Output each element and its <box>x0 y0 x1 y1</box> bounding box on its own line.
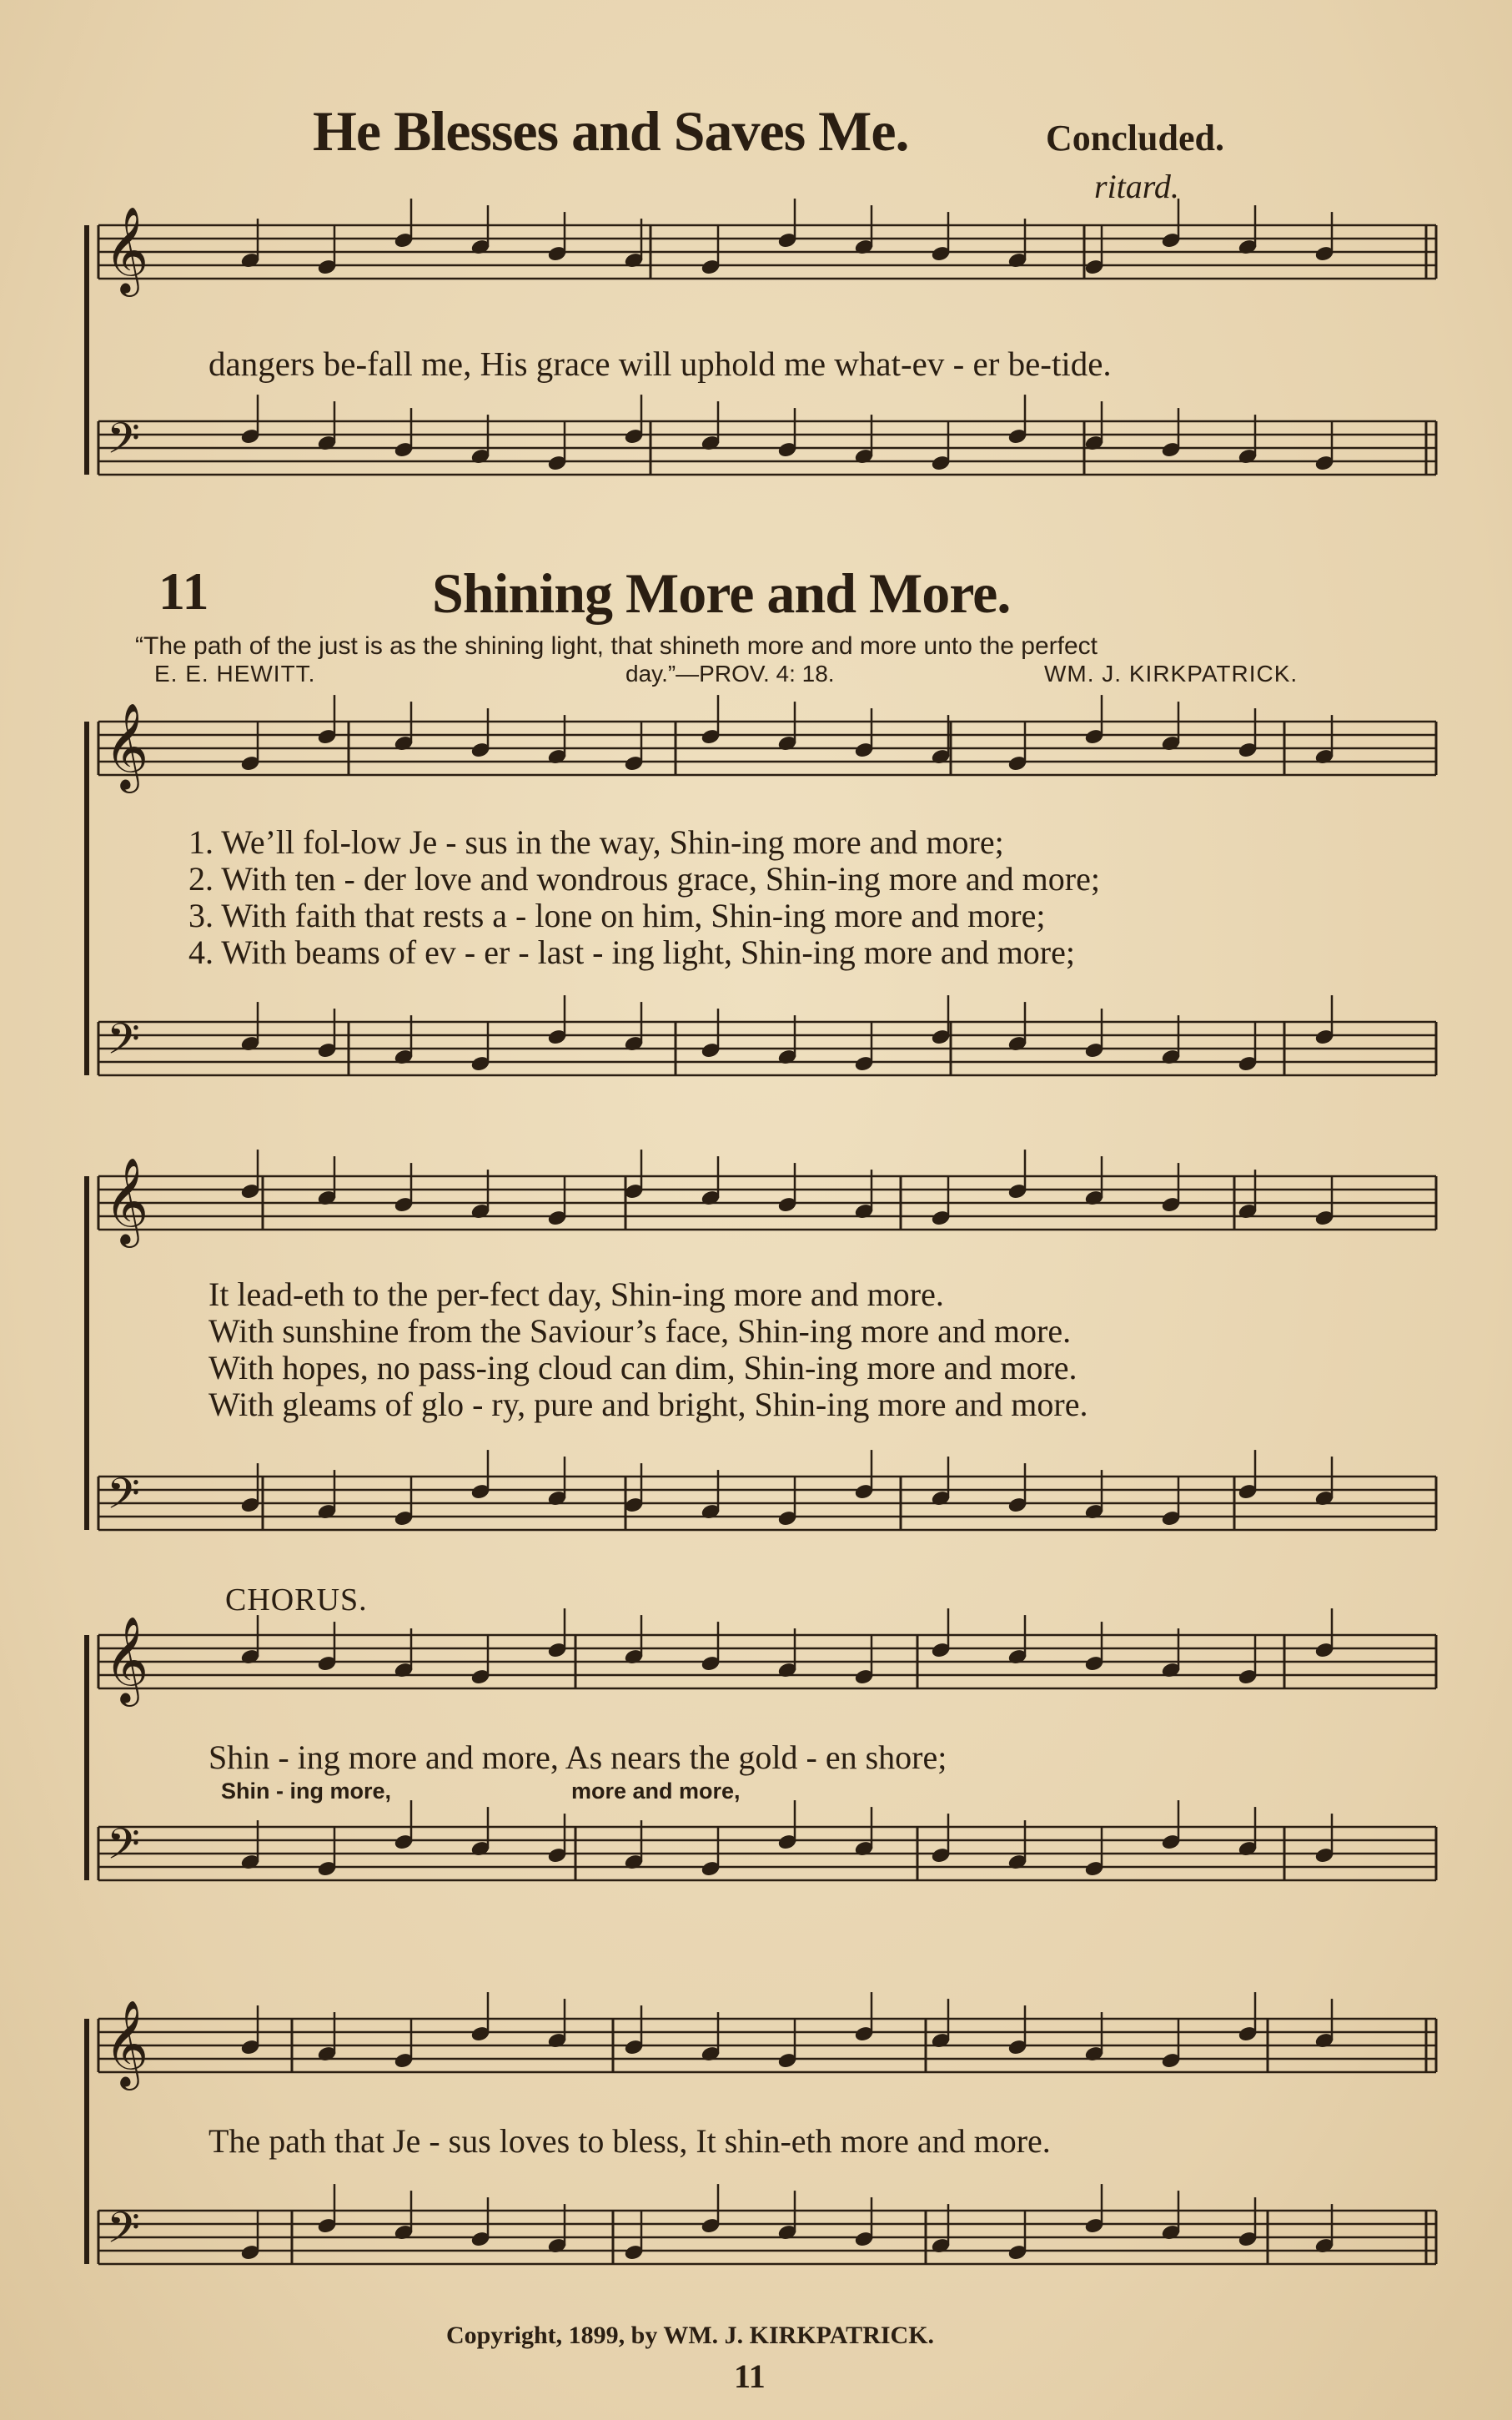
clef-icon: 𝄢 <box>107 1468 140 1529</box>
composer-credit: WM. J. KIRKPATRICK. <box>1044 661 1299 687</box>
verse-block-2 <box>208 1276 1088 1423</box>
lyricist-credit: E. E. HEWITT. <box>154 661 316 687</box>
hymn-number: 11 <box>158 561 209 621</box>
clef-icon: 𝄢 <box>107 413 140 474</box>
verse-line: With gleams of glo - ry, pure and bright, Shin-ing more and more. <box>208 1386 1088 1423</box>
verse-line: 2. With ten - der love and wondrous grace, Shin-ing more and more; <box>188 860 1100 898</box>
clef-icon: 𝄢 <box>107 2202 140 2263</box>
page-number: 11 <box>734 2357 766 2395</box>
chorus-echo-1: Shin - ing more, <box>221 1779 392 1804</box>
clef-icon: 𝄞 <box>104 1616 149 1703</box>
concluded-label: Concluded. <box>1046 118 1224 158</box>
copyright-notice: Copyright, 1899, by WM. J. KIRKPATRICK. <box>446 2322 935 2349</box>
ritard-marking: ritard. <box>1094 168 1179 205</box>
verse-line: 1. We’ll fol-low Je - sus in the way, Shin-ing more and more; <box>188 823 1004 861</box>
clef-icon: 𝄢 <box>107 1819 140 1879</box>
clef-icon: 𝄞 <box>104 2000 149 2087</box>
clef-icon: 𝄞 <box>104 1157 149 1245</box>
verse-line: 4. With beams of ev - er - last - ing light, Shin-ing more and more; <box>188 933 1075 971</box>
chorus-label: CHORUS. <box>225 1582 368 1618</box>
clef-icon: 𝄞 <box>104 206 149 294</box>
hymn-title: Shining More and More. <box>432 561 1011 625</box>
verse-line: With hopes, no pass-ing cloud can dim, Shin-ing more and more. <box>208 1349 1077 1386</box>
clef-icon: 𝄢 <box>107 1014 140 1074</box>
chorus-echo-2: more and more, <box>571 1779 741 1804</box>
chorus-line-1: Shin - ing more and more, As nears the gold - en shore; <box>208 1738 947 1776</box>
verse-line: It lead-eth to the per-fect day, Shin-ing more and more. <box>208 1275 944 1313</box>
hymn-title-previous: He Blesses and Saves Me. <box>313 99 909 163</box>
verse-line: With sunshine from the Saviour’s face, Shin-ing more and more. <box>208 1312 1072 1350</box>
scripture-epigraph: “The path of the just is as the shining light, that shineth more and more unto the perfect <box>135 632 1098 660</box>
scripture-reference: day.”—PROV. 4: 18. <box>625 661 835 687</box>
verse-line: 3. With faith that rests a - lone on him, Shin-ing more and more; <box>188 897 1046 934</box>
chorus-line-2: The path that Je - sus loves to bless, It shin-eth more and more. <box>208 2122 1051 2160</box>
clef-icon: 𝄞 <box>104 702 149 790</box>
verse-block-1 <box>188 824 1100 971</box>
lyric-line: dangers be-fall me, His grace will uphold me what-ev - er be-tide. <box>208 345 1112 383</box>
